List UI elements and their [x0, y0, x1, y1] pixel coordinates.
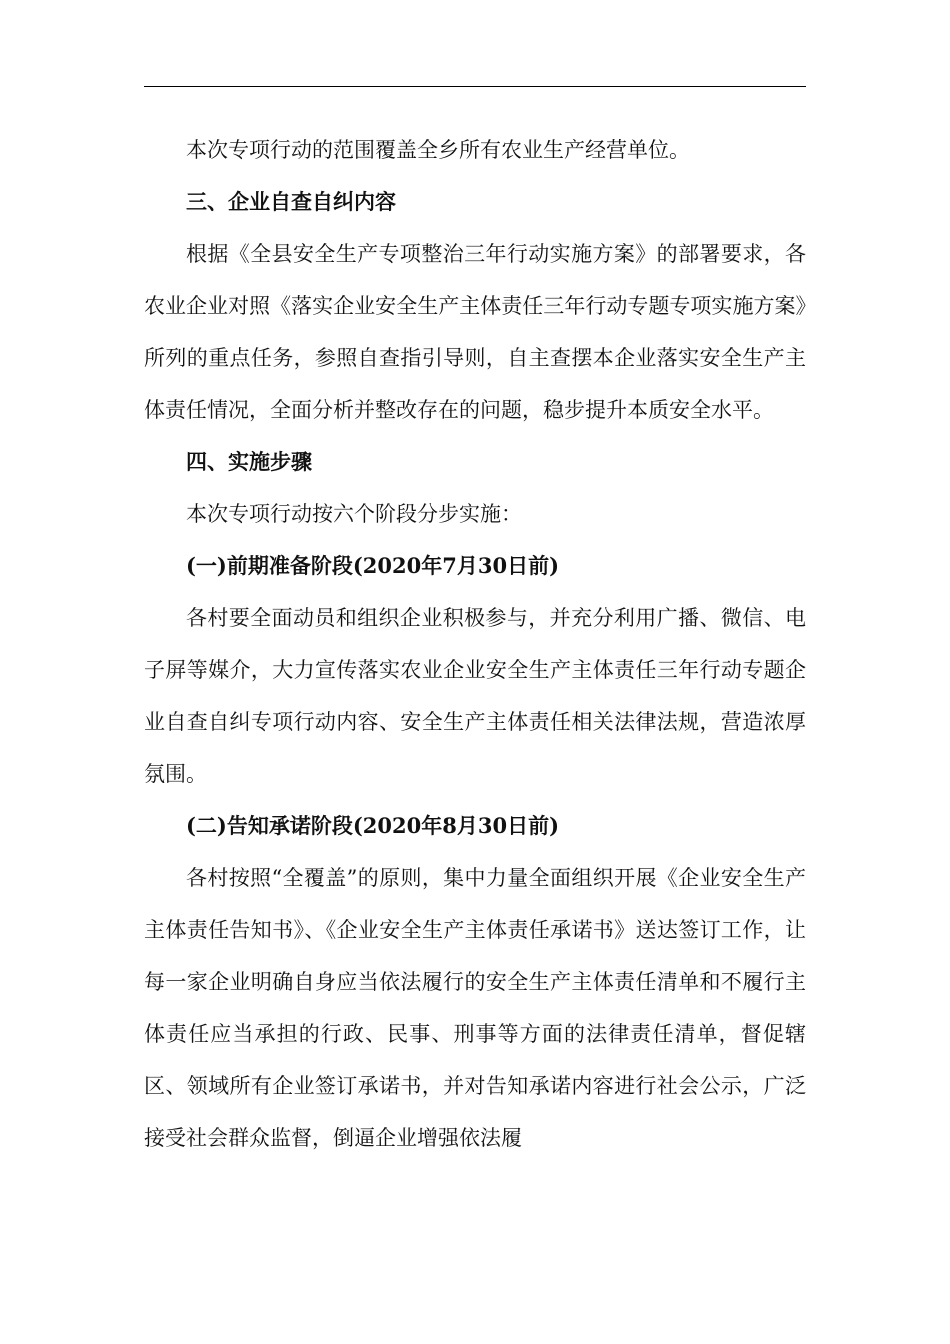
paragraph-self-inspection: 根据《全县安全生产专项整治三年行动实施方案》的部署要求，各农业企业对照《落实企业安全生产主体责任三年行动专题专项实施方案》所列的重点任务，参照自查指引导则，自主查摆本企业落实安全生产主体责任情况，全面分析并整改存在的问题，稳步提升本质安全水平。 — [144, 242, 806, 422]
paragraph-scope: 本次专项行动的范围覆盖全乡所有农业生产经营单位。 — [186, 138, 690, 162]
paragraph-steps-intro: 本次专项行动按六个阶段分步实施： — [186, 502, 522, 526]
section-heading-self-inspection: 三、企业自查自纠内容 — [186, 189, 396, 214]
header-rule — [144, 86, 806, 87]
subheading-notification-stage: (二)告知承诺阶段(2020年8月30日前) — [186, 813, 560, 838]
paragraph-preparation-stage: 各村要全面动员和组织企业积极参与，并充分利用广播、微信、电子屏等媒介，大力宣传落实农业企业安全生产主体责任三年行动专题企业自查自纠专项行动内容、安全生产主体责任相关法律法规，营造浓厚氛围。 — [144, 606, 806, 786]
section-heading-steps: 四、实施步骤 — [186, 449, 312, 474]
subheading-preparation-stage: (一)前期准备阶段(2020年7月30日前) — [186, 553, 560, 578]
document-body — [144, 124, 806, 1164]
paragraph-notification-stage: 各村按照“全覆盖”的原则，集中力量全面组织开展《企业安全生产主体责任告知书》、《企业安全生产主体责任承诺书》送达签订工作，让每一家企业明确自身应当依法履行的安全生产主体责任清单和不履行主体责任应当承担的行政、民事、刑事等方面的法律责任清单，督促辖区、领域所有企业签订承诺书，并对告知承诺内容进行社会公示，广泛接受社会群众监督，倒逼企业增强依法履 — [144, 866, 806, 1150]
